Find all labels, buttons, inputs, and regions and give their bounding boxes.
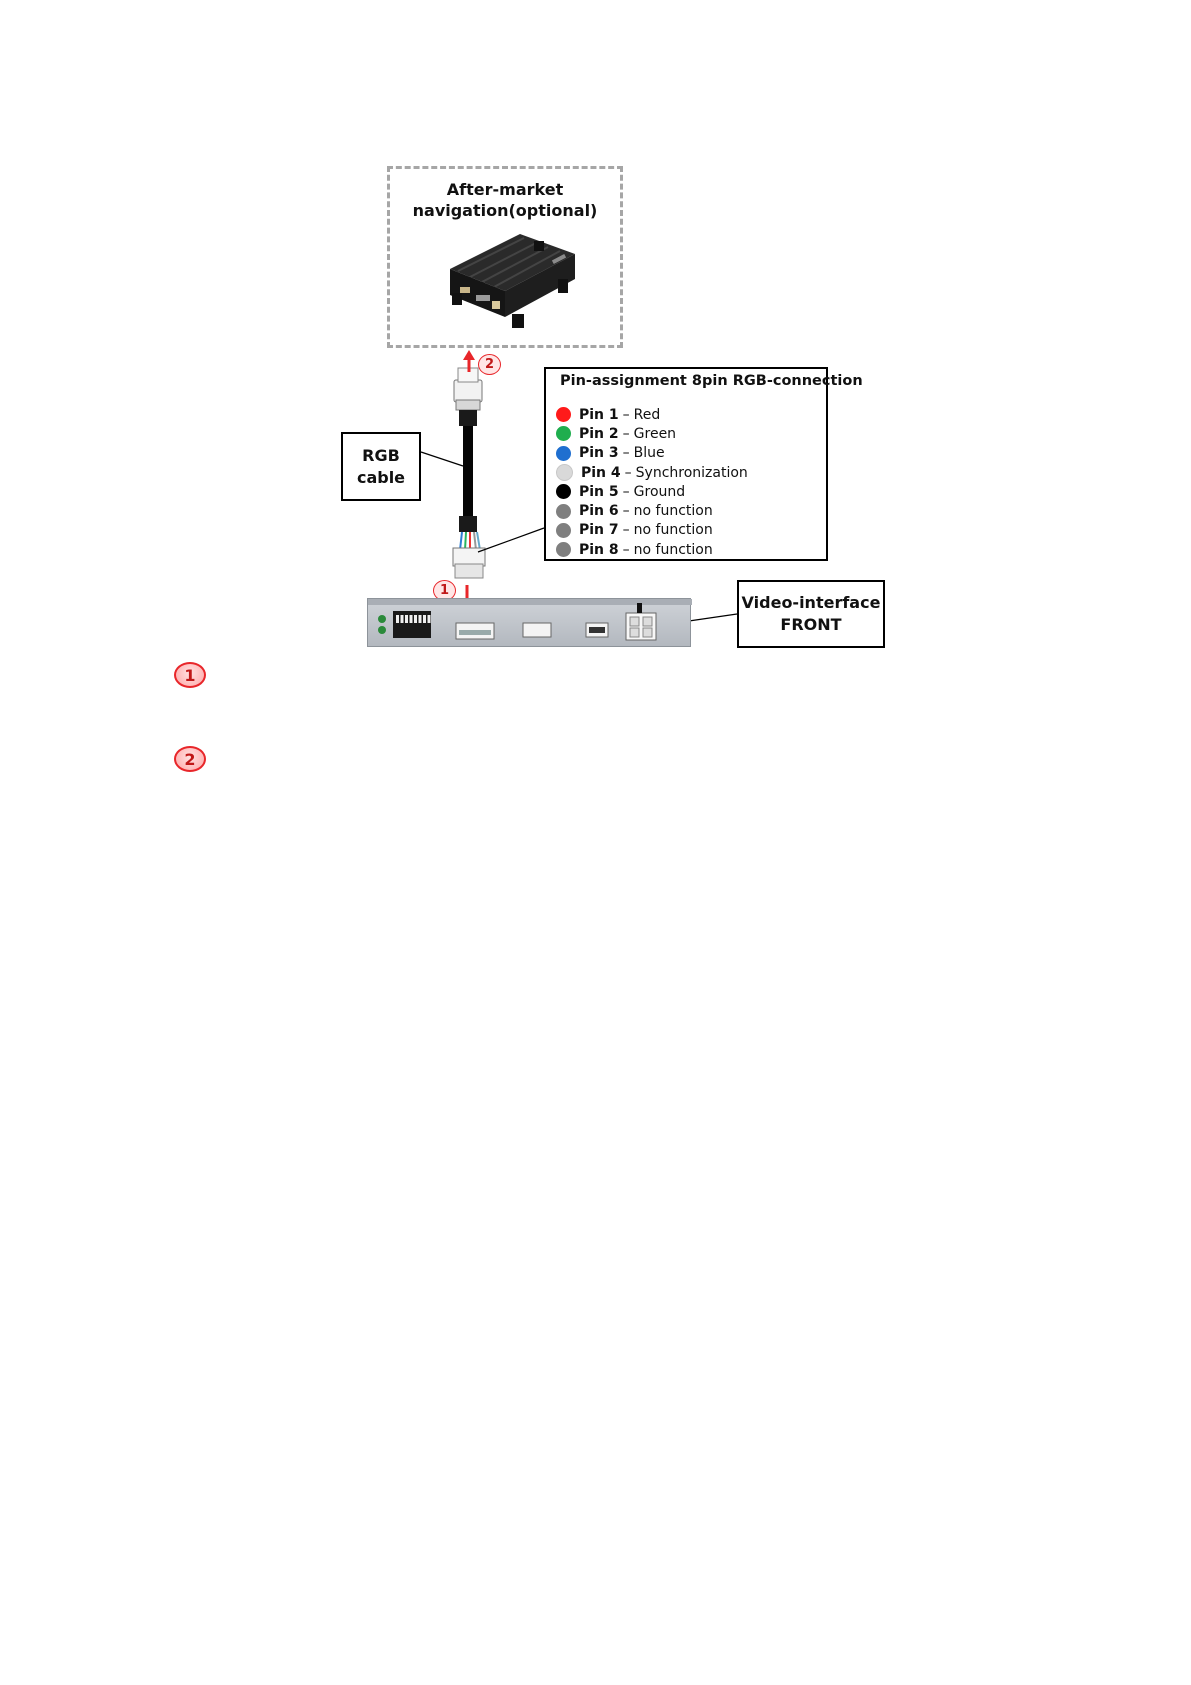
pin-name: Pin 4 (581, 464, 621, 481)
pin-name: Pin 3 (579, 445, 619, 462)
navigation-label-line2: navigation(optional) (412, 201, 598, 220)
pin-row (556, 463, 748, 482)
pin-name: Pin 1 (579, 406, 619, 423)
pin-assignment-box (544, 367, 863, 561)
pin-function: no function (633, 503, 713, 520)
pin-row (556, 405, 748, 424)
pin-separator: – (622, 503, 630, 520)
pin-function: Synchronization (635, 464, 748, 481)
pin-separator: – (622, 483, 630, 500)
pin-color-dot (556, 446, 571, 461)
pin-separator: – (622, 406, 630, 423)
video-interface-label (737, 580, 885, 648)
pin-color-dot (556, 407, 571, 422)
pin-color-dot (556, 504, 571, 519)
pin-row (556, 521, 748, 540)
leader-lines (0, 0, 1191, 700)
pin-separator: – (622, 541, 630, 558)
pin-separator: – (624, 464, 632, 481)
pin-color-dot (556, 542, 571, 557)
pin-separator: – (622, 425, 630, 442)
pin-color-dot (556, 464, 573, 481)
board-details (368, 599, 692, 648)
rgb-cable-label-line1: RGB (362, 445, 400, 465)
step-2-badge-diagram: 2 (478, 354, 501, 375)
pin-name: Pin 8 (579, 541, 619, 558)
pin-color-dot (556, 484, 571, 499)
pin-row (556, 501, 748, 520)
step-2-badge: 2 (174, 746, 206, 772)
pin-function: Green (633, 425, 677, 442)
pin-row (556, 540, 748, 559)
pin-name: Pin 7 (579, 522, 619, 539)
rgb-cable-label (341, 432, 421, 501)
pin-name: Pin 2 (579, 425, 619, 442)
pin-row (556, 424, 748, 443)
step-1-badge-diagram: 1 (433, 580, 456, 601)
pin-function: no function (633, 541, 713, 558)
pin-function: Blue (633, 445, 665, 462)
pin-function: Ground (633, 483, 686, 500)
video-interface-label-line1: Video-interface (741, 593, 881, 612)
video-interface-board-icon (367, 598, 691, 647)
pin-assignment-title: Pin-assignment 8pin RGB-connection (560, 373, 863, 389)
pin-name: Pin 6 (579, 503, 619, 520)
pin-color-dot (556, 523, 571, 538)
rgb-cable-label-line2: cable (356, 467, 406, 487)
pin-row (556, 444, 748, 463)
pin-list (556, 405, 748, 559)
pin-separator: – (622, 445, 630, 462)
pin-name: Pin 5 (579, 483, 619, 500)
navigation-label-line1: After-market (446, 180, 564, 199)
video-interface-label-line2: FRONT (780, 615, 842, 634)
pin-color-dot (556, 426, 571, 441)
pin-function: Red (633, 406, 661, 423)
pin-separator: – (622, 522, 630, 539)
step-1-badge: 1 (174, 662, 206, 688)
pin-function: no function (633, 522, 713, 539)
pin-row (556, 482, 748, 501)
